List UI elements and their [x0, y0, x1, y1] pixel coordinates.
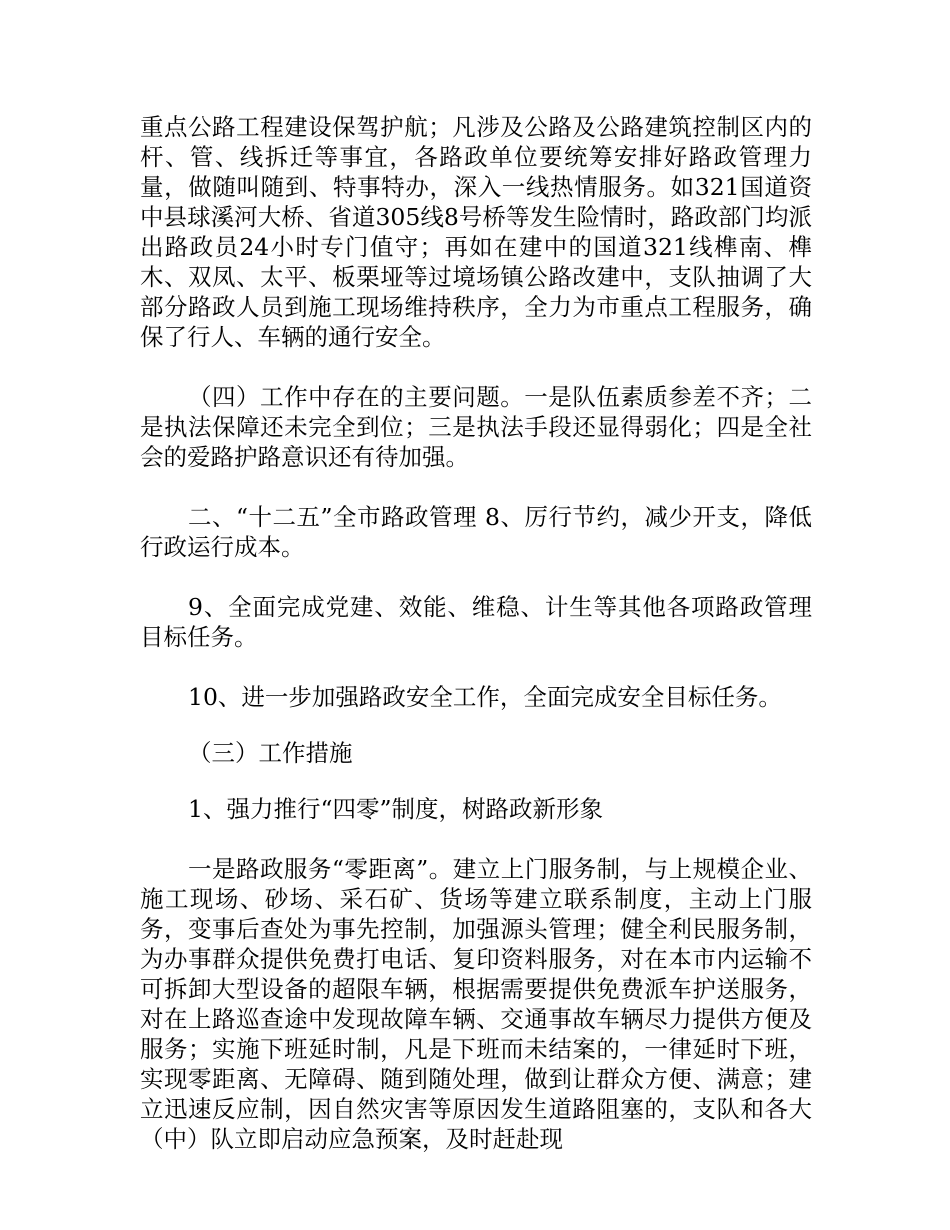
paragraph-item-10: 10、进一步加强路政安全工作，全面完成安全目标任务。	[188, 683, 782, 711]
paragraph-zero-distance-service: 一是路政服务“零距离”。建立上门服务制，与上规模企业、施工现场、砂场、采石矿、货场等建立联系制度，主动上门服务，变事后查处为事先控制，加强源头管理；健全利民服务制，为办事群众提供免费打电话、复印资料服务，对在本市内运输不可拆卸大型设备的超限车辆，根据需要提供免费派车护送服务，对在上路巡查途中发现故障车辆、交通事故车辆尽力提供方便及服务；实施下班延时制，凡是下班而未结案的，一律延时下班，实现零距离、无障碍、随到随处理，做到让群众方便、满意；建立迅速反应制，因自然灾害等原因发生道路阻塞的，支队和各大（中）队立即启动应急预案，及时赶赴现	[140, 855, 812, 1153]
paragraph-measure-1-heading: 1、强力推行“四零”制度，树路政新形象	[188, 795, 603, 823]
paragraph-main-problems: （四）工作中存在的主要问题。一是队伍素质参差不齐；二是执法保障还未完全到位；三是执法手段还显得弱化；四是全社会的爱路护路意识还有待加强。	[140, 383, 812, 471]
document-page	[140, 112, 812, 1154]
paragraph-work-measures-heading: （三）工作措施	[188, 739, 353, 767]
paragraph-section-two: 二、“十二五”全市路政管理 8、厉行节约，减少开支，降低行政运行成本。	[140, 503, 812, 561]
paragraph-key-projects: 重点公路工程建设保驾护航；凡涉及公路及公路建筑控制区内的杆、管、线拆迁等事宜，各路政单位要统筹安排好路政管理力量，做随叫随到、特事特办，深入一线热情服务。如321国道资中县球溪河大桥、省道305线8号桥等发生险情时，路政部门均派出路政员24小时专门值守；再如在建中的国道321线榫南、榫木、双凤、太平、板栗垭等过境场镇公路改建中，支队抽调了大部分路政人员到施工现场维持秩序，全力为市重点工程服务，确保了行人、车辆的通行安全。	[140, 113, 812, 351]
paragraph-item-9: 9、全面完成党建、效能、维稳、计生等其他各项路政管理目标任务。	[140, 593, 812, 651]
